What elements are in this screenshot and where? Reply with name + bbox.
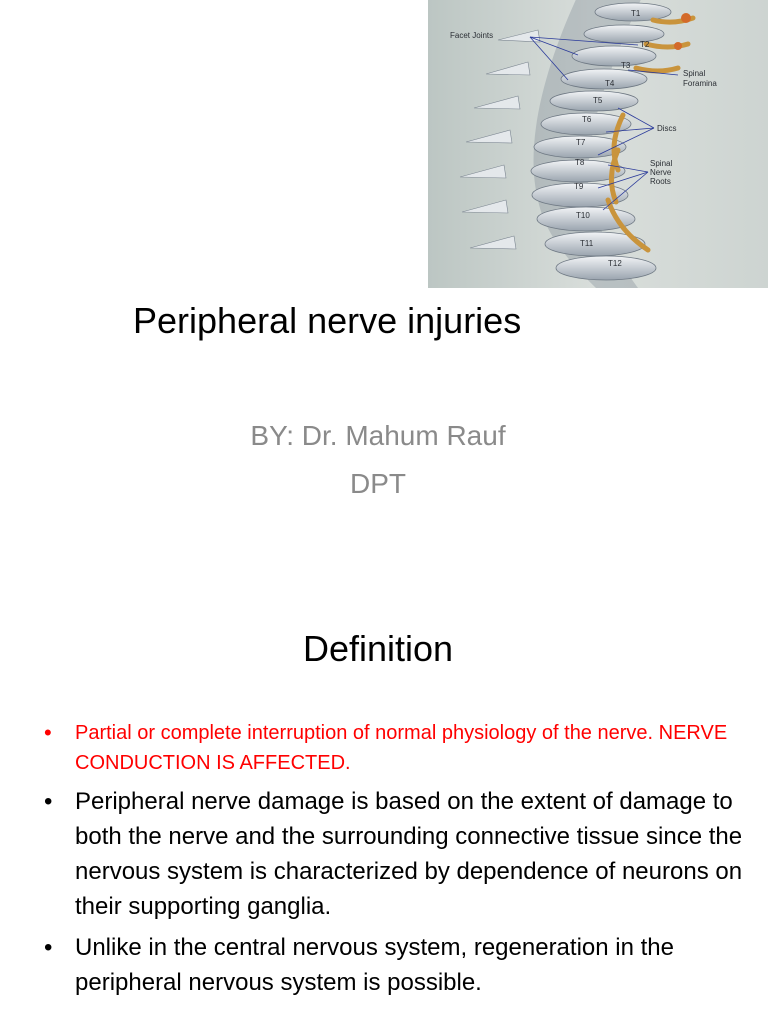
svg-text:T8: T8 [575, 158, 585, 167]
svg-text:Roots: Roots [650, 177, 671, 186]
svg-text:T11: T11 [580, 239, 594, 248]
svg-text:Spinal: Spinal [650, 159, 673, 168]
svg-text:Facet Joints: Facet Joints [450, 31, 494, 40]
slide-subtitle [200, 412, 556, 508]
svg-text:Nerve: Nerve [650, 168, 672, 177]
list-item [44, 784, 744, 924]
svg-text:Discs: Discs [657, 124, 677, 133]
svg-text:T12: T12 [608, 259, 622, 268]
spine-illustration [428, 0, 768, 288]
svg-text:T10: T10 [576, 211, 590, 220]
bullet-icon: • [44, 720, 52, 745]
spine-icon [428, 0, 768, 288]
svg-text:T1: T1 [631, 9, 641, 18]
bullet-text: Peripheral nerve damage is based on the extent of damage to both the nerve and the surrounding connective tissue since the nervous system is characterized by dependence of neurons on their supporting ganglia. [75, 788, 743, 920]
svg-text:T5: T5 [593, 96, 603, 105]
svg-text:Spinal: Spinal [683, 69, 706, 78]
svg-text:Foramina: Foramina [683, 79, 717, 88]
svg-text:T4: T4 [605, 79, 615, 88]
bullet-text: Partial or complete interruption of normal physiology of the nerve. NERVE CONDUCTION IS AFFECTED. [75, 722, 728, 774]
svg-text:T9: T9 [574, 182, 584, 191]
svg-text:T2: T2 [640, 40, 650, 49]
list-item [44, 930, 744, 1000]
svg-text:T3: T3 [621, 61, 631, 70]
bullet-icon: • [44, 788, 53, 815]
slide-title: Peripheral nerve injuries [133, 300, 522, 341]
author-line: BY: Dr. Mahum Rauf [250, 420, 506, 451]
svg-text:T7: T7 [576, 138, 586, 147]
author-credential: DPT [350, 468, 406, 499]
bullet-text: Unlike in the central nervous system, regeneration in the peripheral nervous system is possible. [75, 934, 674, 996]
svg-text:T6: T6 [582, 115, 592, 124]
section-heading: Definition [302, 628, 454, 669]
list-item [44, 718, 744, 778]
bullet-icon: • [44, 934, 53, 961]
bullet-list [44, 718, 744, 1006]
